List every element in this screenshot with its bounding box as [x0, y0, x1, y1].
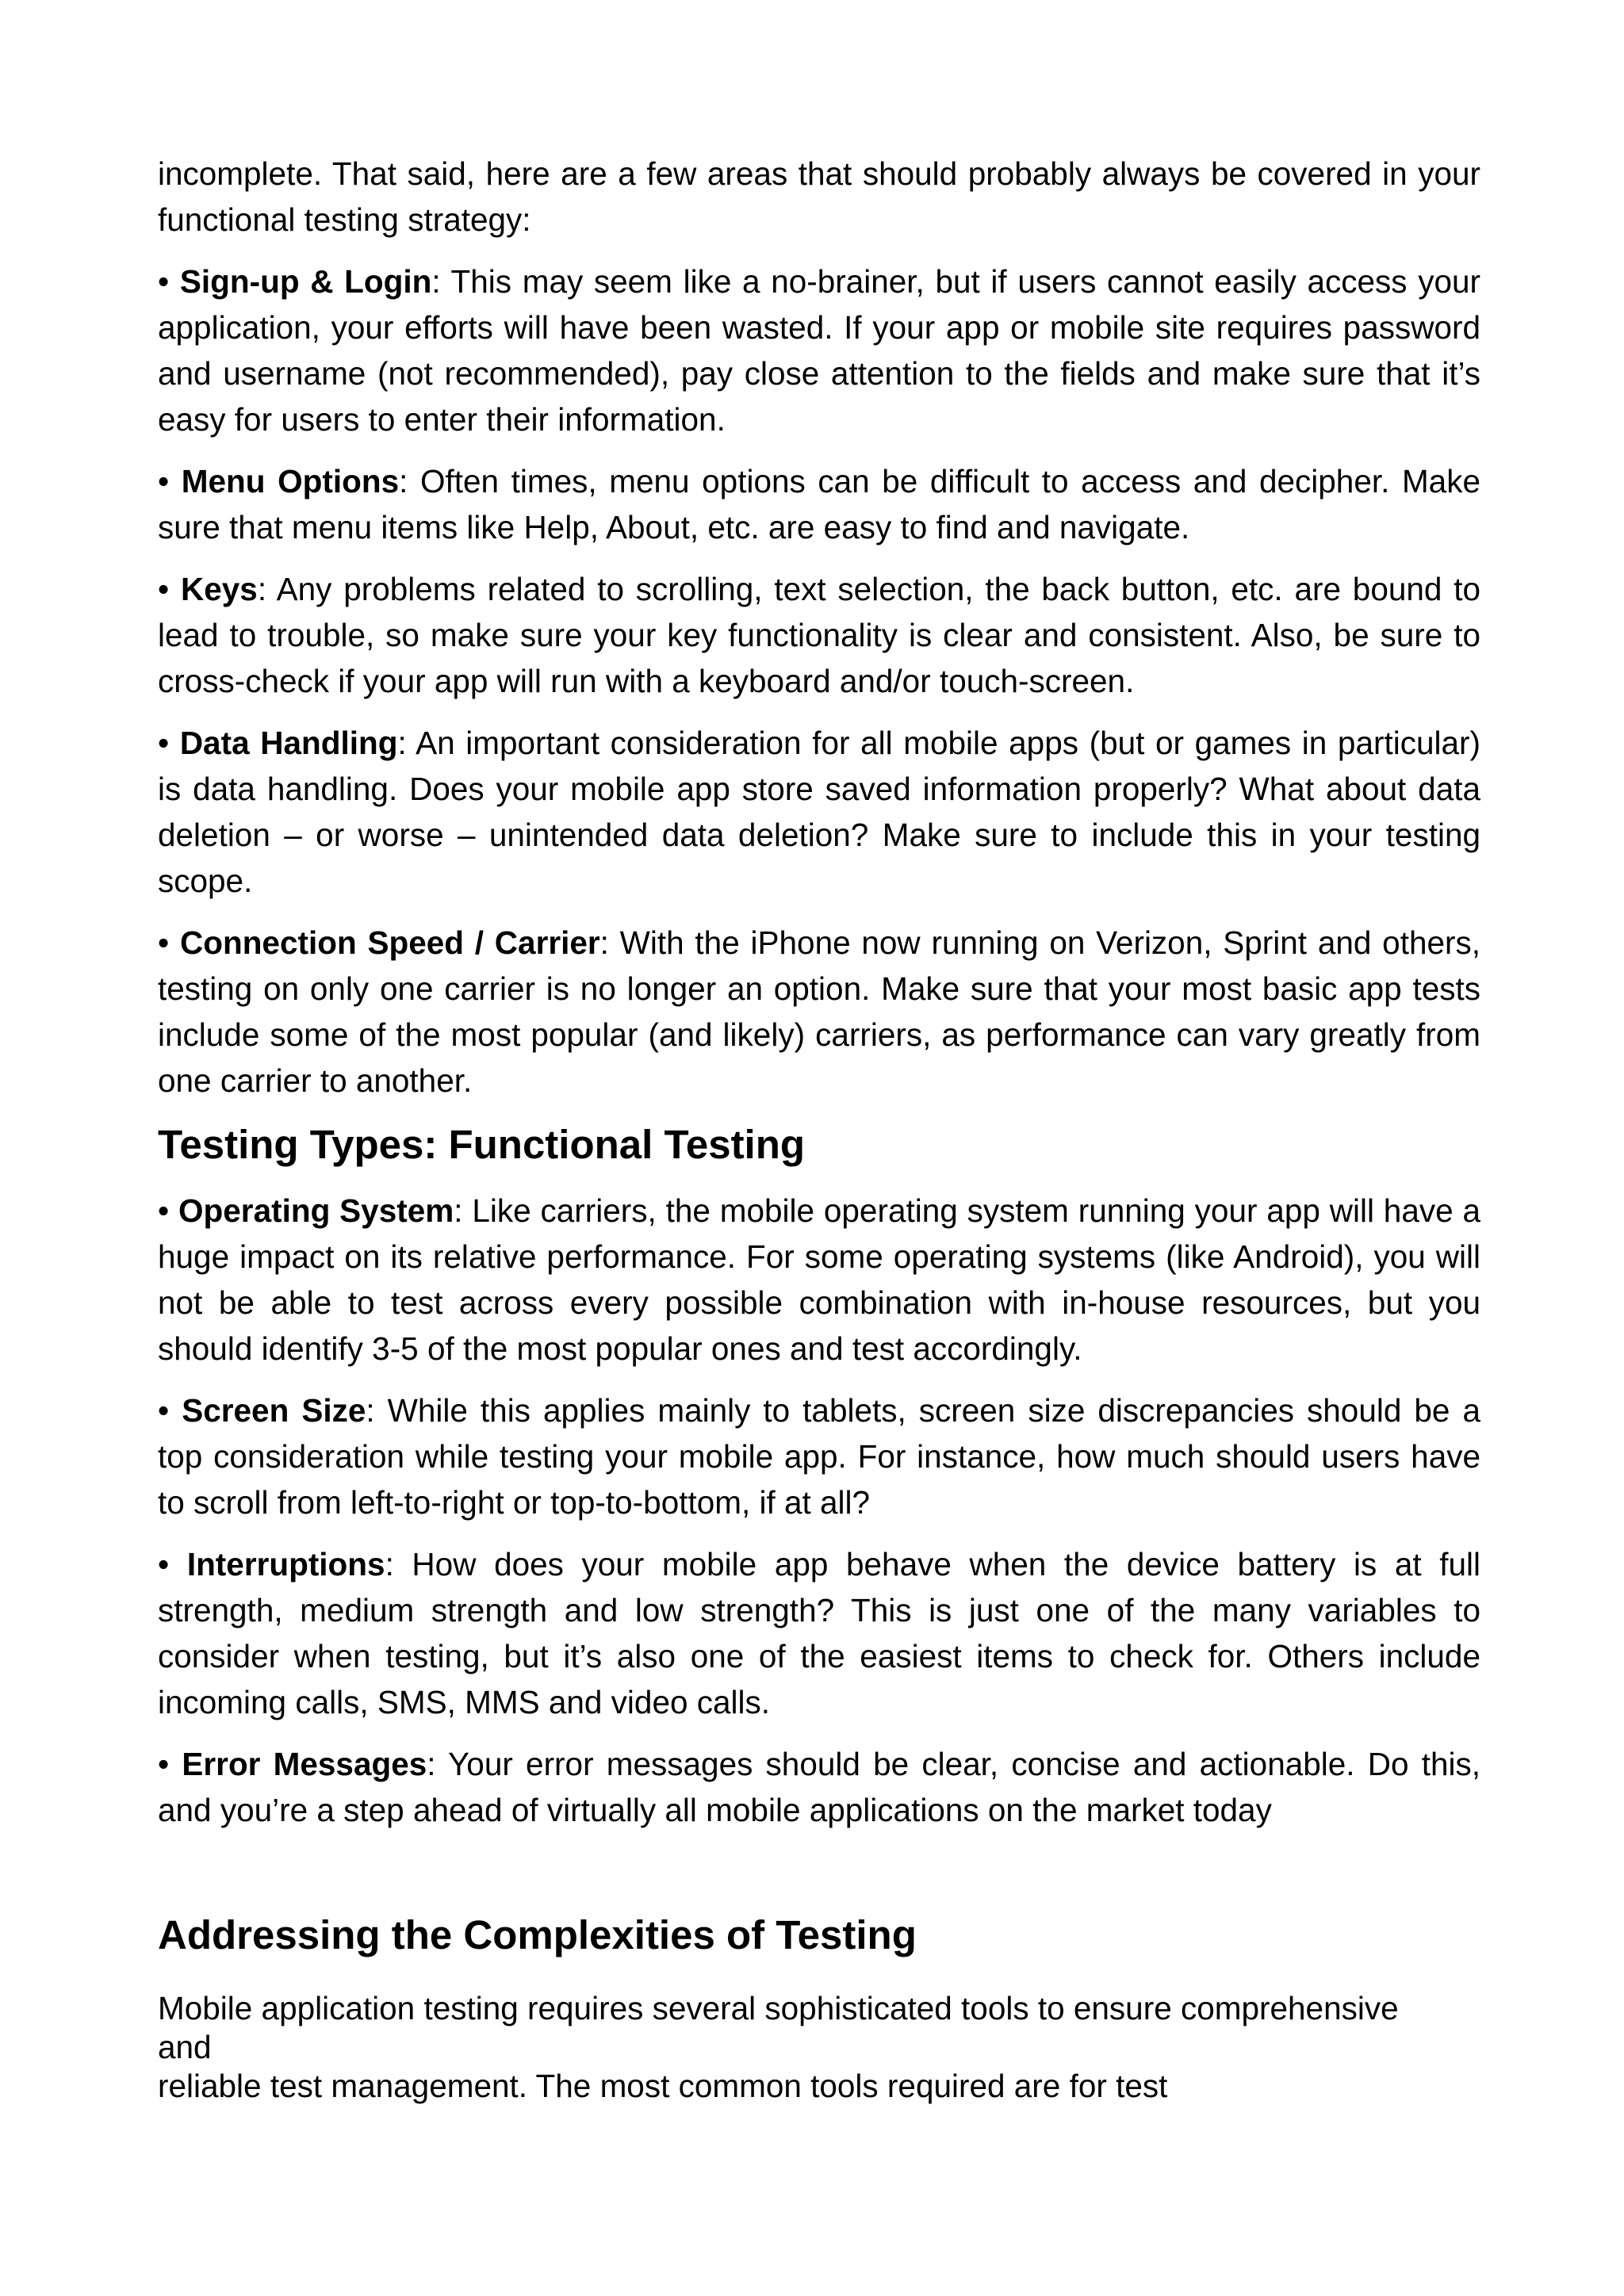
- closing-paragraph: [158, 1989, 1480, 2106]
- item-text: : This may seem like a no-brainer, but if users cannot easily access your application, your efforts will have been wasted. If your app or mobile site requires password and username (not recommended), pay close attention to the fields and make sure that it’s easy for users to enter their information.: [158, 263, 1480, 438]
- item-text: : How does your mobile app behave when the device battery is at full strength, medium strength and low strength? This is just one of the many variables to consider when testing, but it’s also one of the easiest items to check for. Others include incoming calls, SMS, MMS and video calls.: [158, 1546, 1480, 1720]
- document-page: [158, 151, 1480, 2106]
- list-item-error-messages: [158, 1741, 1480, 1833]
- item-title: Connection Speed / Carrier: [179, 924, 600, 961]
- item-title: Screen Size: [182, 1392, 366, 1429]
- item-title: Menu Options: [181, 463, 400, 499]
- item-title: Data Handling: [179, 725, 398, 761]
- list-item-interruptions: [158, 1541, 1480, 1725]
- item-title: Error Messages: [182, 1746, 427, 1782]
- section-heading-complexities: Addressing the Complexities of Testing: [158, 1912, 917, 1957]
- list-item-keys: [158, 566, 1480, 704]
- bullet: •: [158, 924, 170, 961]
- item-text: : While this applies mainly to tablets, screen size discrepancies should be a top consideration while testing your mobile app. For instance, how much should users have to scroll from left-to-right or top-to-bottom, if at all?: [158, 1392, 1480, 1521]
- bullet: •: [158, 1746, 170, 1782]
- list-item-connection-speed: [158, 920, 1480, 1104]
- closing-line: and: [158, 2029, 212, 2065]
- item-text: : Often times, menu options can be difficult to access and decipher. Make sure that menu items like Help, About, etc. are easy to find and navigate.: [158, 463, 1480, 545]
- item-text: : Your error messages should be clear, concise and actionable. Do this, and you’re a step ahead of virtually all mobile applications on the market today: [158, 1746, 1480, 1828]
- list-item-menu-options: [158, 458, 1480, 550]
- bullet: •: [158, 463, 170, 499]
- item-title: Keys: [180, 571, 258, 607]
- item-title: Sign-up & Login: [179, 263, 432, 300]
- bullet: •: [158, 263, 170, 300]
- item-title: Interruptions: [186, 1546, 385, 1582]
- intro-paragraph: incomplete. That said, here are a few areas that should probably always be covered in your functional testing strategy:: [158, 155, 1480, 238]
- closing-line: Mobile application testing requires several sophisticated tools to ensure comprehensive: [158, 1990, 1399, 2026]
- item-text: : With the iPhone now running on Verizon, Sprint and others, testing on only one carrier is no longer an option. Make sure that your most basic app tests include some of the most popular (and likely) carriers, as performance can vary greatly from one carrier to another.: [158, 924, 1480, 1099]
- item-text: : Any problems related to scrolling, text selection, the back button, etc. are bound to lead to trouble, so make sure your key functionality is clear and consistent. Also, be sure to cross-check if your app will run with a keyboard and/or touch-screen.: [158, 571, 1480, 699]
- list-item-data-handling: [158, 720, 1480, 904]
- section-heading-functional-testing: Testing Types: Functional Testing: [158, 1122, 806, 1167]
- item-title: Operating System: [178, 1192, 454, 1229]
- bullet: •: [158, 1392, 170, 1429]
- list-item-operating-system: [158, 1188, 1480, 1372]
- bullet: •: [158, 1192, 170, 1229]
- bullet: •: [158, 1546, 170, 1582]
- list-item-screen-size: [158, 1387, 1480, 1525]
- bullet: •: [158, 725, 170, 761]
- bullet: •: [158, 571, 170, 607]
- item-text: : An important consideration for all mobile apps (but or games in particular) is data handling. Does your mobile app store saved information properly? What about data deletion – or worse – unintended data deletion? Make sure to include this in your testing scope.: [158, 725, 1480, 899]
- list-item-signup-login: [158, 258, 1480, 442]
- closing-line: reliable test management. The most common tools required are for test: [158, 2068, 1168, 2104]
- item-text: : Like carriers, the mobile operating system running your app will have a huge impact on its relative performance. For some operating systems (like Android), you will not be able to test across every possible combination with in-house resources, but you should identify 3-5 of the most popular ones and test accordingly.: [158, 1192, 1480, 1367]
